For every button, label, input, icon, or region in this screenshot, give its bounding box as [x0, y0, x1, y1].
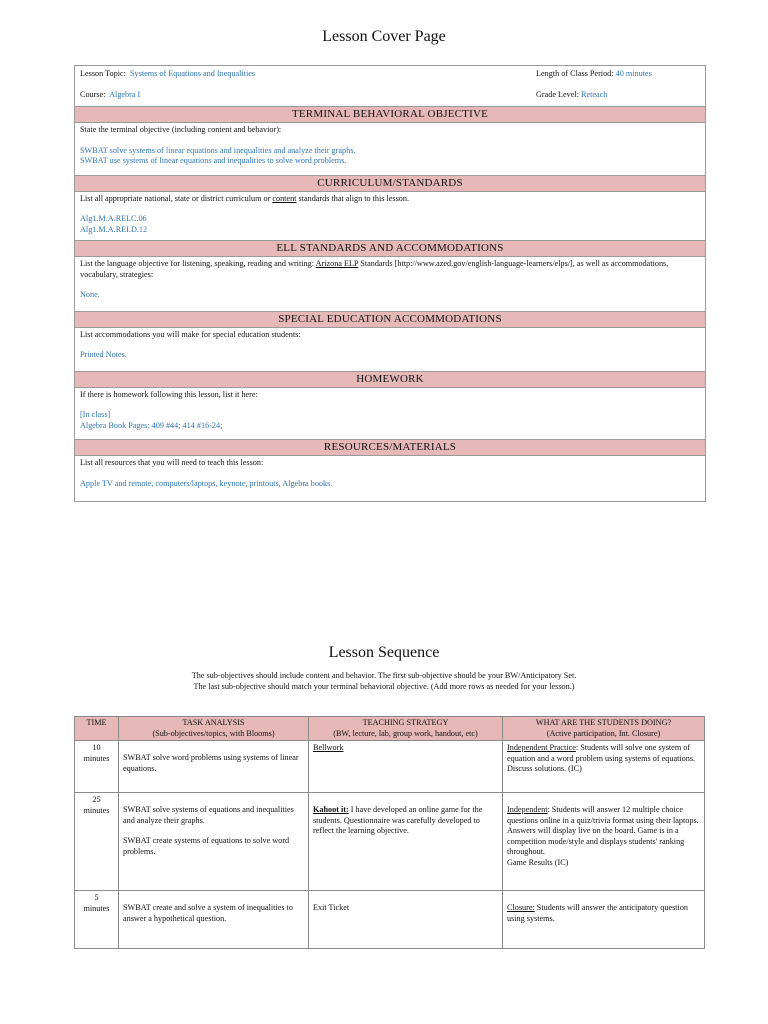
class-length-value: 40 minutes	[615, 69, 652, 78]
lesson-info	[75, 66, 705, 98]
time-cell: 25 minutes	[75, 793, 119, 891]
resources-prompt: List all resources that you will need to teach this lesson:	[80, 458, 264, 467]
col-header-time: TIME	[75, 717, 119, 741]
grade-level-label: Grade Level:	[536, 90, 579, 99]
grade-level-field	[536, 90, 607, 101]
sped-prompt: List accommodations you will make for special education students:	[80, 329, 301, 339]
sequence-intro-line-1: The sub-objectives should include content and behavior. The first sub-objective should be your BW/Anticipatory Set.	[191, 671, 577, 680]
students-cell: Independent: Students will answer 12 multiple choice questions online in a quiz/trivia format using their laptops. Answers will display live on the board. Game is in a competition mode/style and displays students' ranking throughout. Game Results (IC)	[503, 793, 705, 891]
col-header-strategy: TEACHING STRATEGY (BW, lecture, lab, group work, handout, etc)	[309, 717, 503, 741]
sped-header: SPECIAL EDUCATION ACCOMMODATIONS	[75, 311, 705, 328]
sped-value: Printed Notes.	[80, 350, 127, 359]
students-cell: Closure: Students will answer the anticipatory question using systems.	[503, 891, 705, 949]
objective-section	[75, 123, 705, 175]
table-row	[75, 793, 705, 891]
homework-line-1: [In class]	[80, 410, 111, 419]
homework-section	[75, 388, 705, 440]
resources-value: Apple TV and remote, computers/laptops, keynote, printouts, Algebra books.	[80, 478, 333, 488]
standard-2: Alg1.M.A.REI.D.12	[80, 224, 148, 234]
course-label: Course:	[80, 90, 106, 99]
ell-header: ELL STANDARDS AND ACCOMMODATIONS	[75, 240, 705, 257]
col-header-task: TASK ANALYSIS (Sub-objectives/topics, with Blooms)	[119, 717, 309, 741]
table-row	[75, 741, 705, 793]
ell-prompt: List the language objective for listening, speaking, reading and writing: Arizona ELP Standards [http://www.azed.gov/english-language-learners/elps/], as well as accommodations, vocabulary, strategies:	[80, 259, 669, 279]
students-cell: Independent Practice: Students will solve one system of equation and a word problem using systems of equations. Discuss solutions. (IC)	[503, 741, 705, 793]
strategy-cell: Exit Ticket	[309, 891, 503, 949]
strategy-cell: Kahoot it: I have developed an online game for the students. Questionnaire was carefully developed to reflect the learning objective.	[309, 793, 503, 891]
time-cell: 10 minutes	[75, 741, 119, 793]
homework-prompt: If there is homework following this lesson, list it here:	[80, 389, 258, 399]
strategy-cell: Bellwork	[309, 741, 503, 793]
task-cell: SWBAT solve word problems using systems of linear equations.	[119, 741, 309, 793]
col-header-students: WHAT ARE THE STUDENTS DOING? (Active participation, Int. Closure)	[503, 717, 705, 741]
table-row	[75, 891, 705, 949]
sequence-intro	[0, 670, 768, 692]
homework-header: HOMEWORK	[75, 371, 705, 388]
table-header-row	[75, 717, 705, 741]
class-length-field	[536, 69, 652, 80]
lesson-topic-field	[80, 69, 255, 80]
standards-prompt: List all appropriate national, state or district curriculum or content standards that align to this lesson.	[80, 193, 410, 203]
lesson-cover-box	[74, 65, 706, 502]
objective-line-2: SWBAT use systems of linear equations and inequalities to solve word problems.	[80, 156, 347, 165]
class-length-label: Length of Class Period:	[536, 69, 614, 78]
course-value: Algebra I	[109, 90, 141, 99]
lesson-sequence-table	[74, 716, 705, 949]
resources-header: RESOURCES/MATERIALS	[75, 439, 705, 456]
ell-section	[75, 257, 705, 311]
task-cell: SWBAT create and solve a system of inequalities to answer a hypothetical question.	[119, 891, 309, 949]
sped-section	[75, 328, 705, 371]
standards-section	[75, 192, 705, 241]
objective-prompt: State the terminal objective (including content and behavior):	[80, 125, 282, 134]
lesson-topic-value: Systems of Equations and Inequalities	[130, 69, 256, 78]
time-cell: 5 minutes	[75, 891, 119, 949]
standard-1: Alg1.M.A.REI.C.06	[80, 214, 147, 223]
objective-line-1: SWBAT solve systems of linear equations and inequalities and analyze their graphs.	[80, 145, 356, 155]
sequence-title: Lesson Sequence	[328, 644, 440, 661]
course-field	[80, 90, 140, 101]
homework-line-2: Algebra Book Pages: 409 #44; 414 #16-24;	[80, 420, 223, 430]
standards-header: CURRICULUM/STANDARDS	[75, 175, 705, 192]
page-title: Lesson Cover Page	[322, 28, 446, 45]
grade-level-value: Reteach	[581, 90, 608, 99]
lesson-topic-label: Lesson Topic:	[80, 69, 126, 78]
resources-section	[75, 456, 705, 501]
objective-header: TERMINAL BEHAVIORAL OBJECTIVE	[75, 106, 705, 123]
sequence-intro-line-2: The last sub-objective should match your terminal behavioral objective. (Add more rows as needed for your lesson.)	[193, 682, 575, 691]
task-cell: SWBAT solve systems of equations and inequalities and analyze their graphs. SWBAT create systems of equations to solve word problems.	[119, 793, 309, 891]
ell-value: None.	[80, 290, 100, 299]
